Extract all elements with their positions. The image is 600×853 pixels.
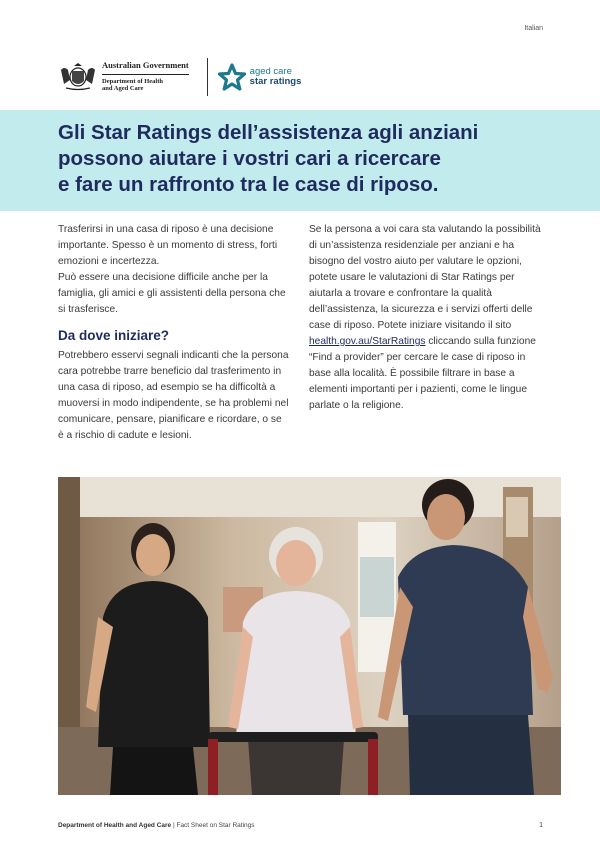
title-banner [0,110,600,211]
language-label: Italian [524,25,543,32]
department-line2: and Aged Care [102,85,144,93]
photo-illustration [58,477,561,795]
acsr-line2: star ratings [249,76,302,87]
acsr-line1: aged care [249,66,292,78]
right-column [309,222,545,414]
page-title [58,120,558,198]
signs-paragraph: Potrebbero esservi segnali indicanti che la persona cara potrebbe trarre beneficio dal trasferimento in una casa di riposo, ad esempio se ha difficoltà a muoversi in modo indipendente, se ha problemi nel comunicare, pensare, pianificare e ricordare, o se è a rischio di cadute e lesioni. [58,350,289,441]
page-footer [58,822,255,829]
government-logo-text [102,61,189,92]
family-paragraph: Può essere una decisione difficile anche per la famiglia, gli amici e gli assistenti della persona che si trasferisce. [58,272,286,315]
intro-paragraph: Trasferirsi in una casa di riposo è una decisione importante. Spesso è un momento di stress, forti emozioni e incertezza. [58,224,278,267]
department-line1: Department of Health [102,77,164,85]
coat-of-arms-icon [58,62,98,92]
section-heading: Da dove iniziare? [58,328,170,343]
paragraph-text-end: cliccando sulla funzione “Find a provider” per cercare le case di riposo in base alla località. È possibile filtrare in base a elementi importanti per i pazienti, come le lingue parlate o la religione. [309,336,536,411]
star-ratings-paragraph [309,222,545,414]
left-column [58,222,290,444]
logo-divider [207,58,208,96]
title-line-1: Gli Star Ratings dell’assistenza agli anziani [58,121,479,144]
aged-care-star-ratings-logo [250,67,302,87]
star-icon [218,63,246,91]
caregivers-photo [58,477,561,795]
footer-department: Department of Health and Aged Care [58,822,172,829]
gov-name: Australian Government [102,61,189,74]
star-ratings-link[interactable]: health.gov.au/StarRatings [309,336,426,347]
footer-sheet-title: | Fact Sheet on Star Ratings [171,822,255,829]
title-line-2: possono aiutare i vostri cari a ricercare [58,147,441,170]
header-logos [58,58,301,96]
paragraph-text-start: Se la persona a voi cara sta valutando la possibilità di un’assistenza residenziale per anziani e ha bisogno del vostro aiuto per valutare le opzioni, potete usare le valutazioni di Star Ratings per aiutarla a trovare e confrontare la qualità dell’assistenza, la sicurezza e i servizi offerti delle case di riposo. Potete iniziare visitando il sito [309,224,541,331]
page-number: 1 [539,822,543,829]
title-line-3: e fare un raffronto tra le case di riposo. [58,173,439,196]
